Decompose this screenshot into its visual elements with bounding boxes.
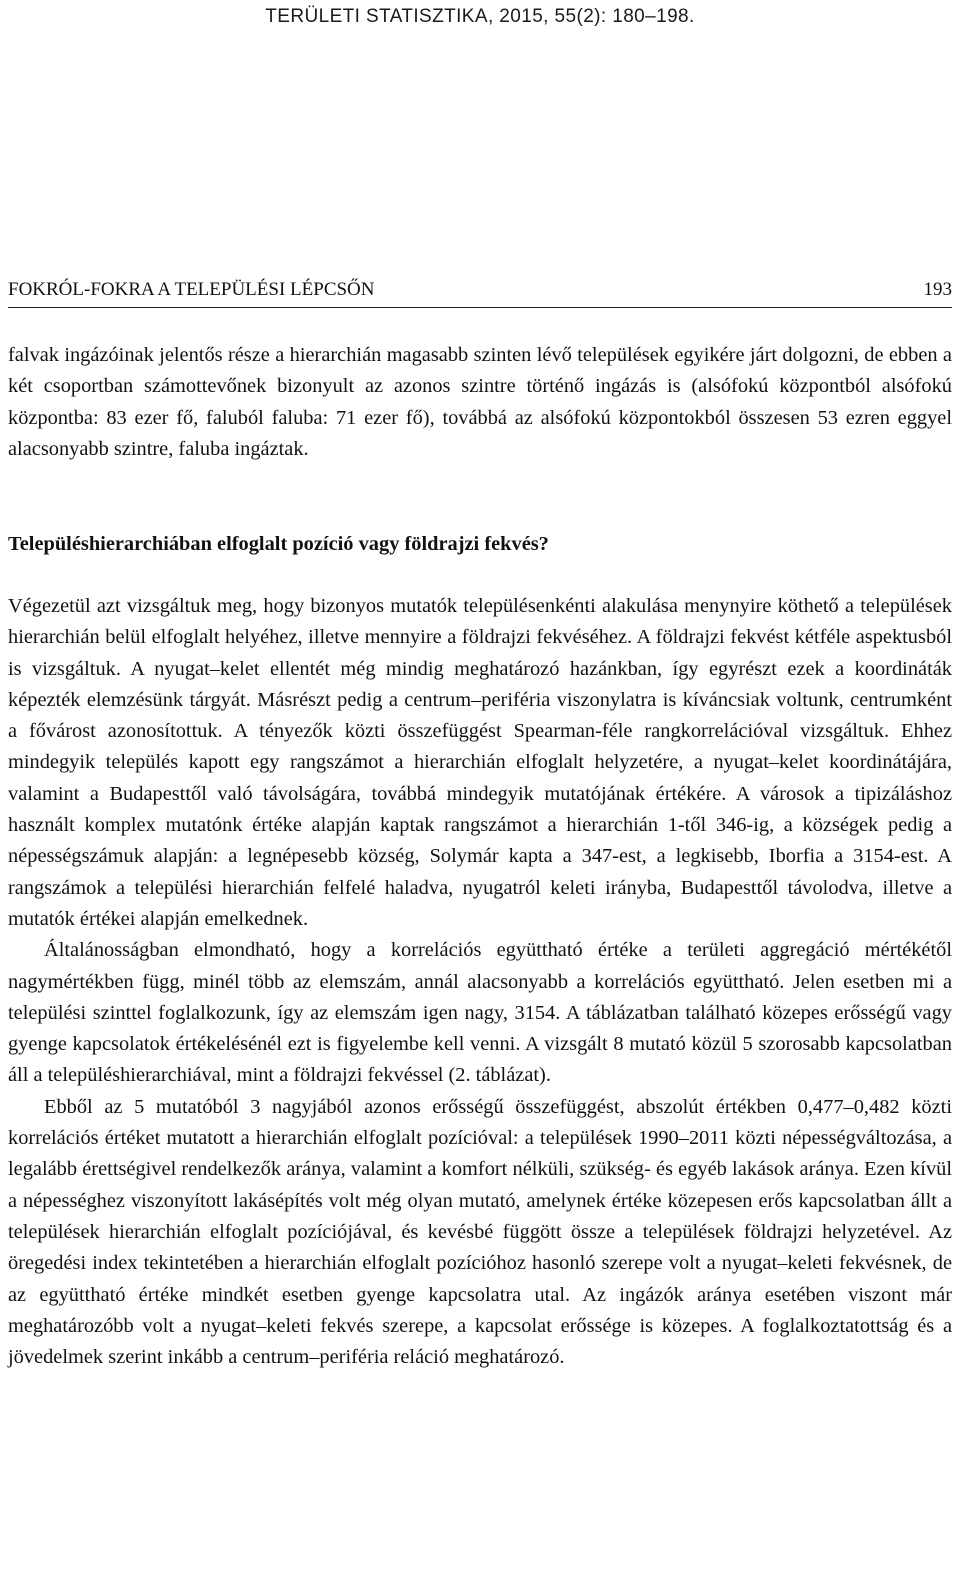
page-number: 193 [923,279,952,300]
body-paragraph-2: Általánosságban elmondható, hogy a korrelációs együttható értéke a területi aggregáció mértékétől nagymértékben függ, minél több az elemszám, annál alacsonyabb a korrelációs együttható. Jelen esetben mi a települési szinttel foglalkozunk, így az elemszám igen nagy, 3154. A táblázatban található közepes erősségű vagy gyenge kapcsolatok értékelésénél ezt is figyelembe kell venni. A vizsgált 8 mutató közül 5 szorosabb kapcsolatban áll a településhierarchiával, mint a földrajzi fekvéssel (2. táblázat). [8,939,952,1087]
section-heading: Településhierarchiában elfoglalt pozíció vagy földrajzi fekvés? [8,533,549,555]
intro-paragraph-block [8,340,952,465]
running-header-title: FOKRÓL-FOKRA A TELEPÜLÉSI LÉPCSŐN [8,279,375,300]
body-paragraph-1: Végezetül azt vizsgáltuk meg, hogy bizonyos mutatók településenkénti alakulása menynyire köthető a települések hierarchián belül elfoglalt helyéhez, illetve mennyire a földrajzi fekvéséhez. A földrajzi fekvést kétféle aspektusból is vizsgáltuk. A nyugat–kelet ellentét még mindig meghatározó hazánkban, így egyrészt ezek a koordináták képezték elemzésünk tárgyát. Másrészt pedig a centrum–periféria viszonylatra is kíváncsiak voltunk, centrumként a fővárost azonosítottuk. A tényezők közti összefüggést Spearman-féle rangkorrelációval vizsgáltuk. Ehhez mindegyik település kapott egy rangszámot a hierarchián elfoglalt helyzetére, a nyugat–kelet koordinátájára, valamint a Budapesttől való távolságára, továbbá mindegyik mutatójának értékére. A városok a tipizáláshoz használt komplex mutatónk értéke alapján kaptak rangszámot a hierarchián 1-től 346-ig, a községek pedig a népességszámuk alapján: a legnépesebb község, Solymár kapta a 347-est, a legkisebb, Iborfia a 3154-est. A rangszámok a települési hierarchián felfelé haladva, nyugatról keleti irányba, Budapesttől távolodva, illetve a mutatók értékei alapján emelkednek. [8,595,952,930]
section-body [8,591,952,1373]
intro-paragraph: falvak ingázóinak jelentős része a hierarchián magasabb szinten lévő települések egyikére járt dolgozni, de ebben a két csoportban számottevőnek bizonyult az azonos szintre történő ingázás is (alsófokú központból alsófokú központba: 83 ezer fő, faluból faluba: 71 ezer fő), továbbá az alsófokú központokból összesen 53 ezren eggyel alacsonyabb szintre, faluba ingáztak. [8,344,952,460]
running-header [8,279,952,308]
journal-reference: TERÜLETI STATISZTIKA, 2015, 55(2): 180–198. [265,6,695,27]
body-paragraph-3: Ebből az 5 mutatóból 3 nagyjából azonos erősségű összefüggést, abszolút értékben 0,477–0,482 közti korrelációs értéket mutatott a hierarchián elfoglalt pozícióval: a települések 1990–2011 közti népességváltozása, a legalább érettségivel rendelkezők aránya, valamint a komfort nélküli, szükség- és egyéb lakások aránya. Ezen kívül a népességhez viszonyított lakásépítés volt még olyan mutató, amelynek értéke közepesen erős kapcsolatban állt a települések hierarchián elfoglalt pozíciójával, és kevésbé függött össze a települések földrajzi helyzetével. Az öregedési index tekintetében a hierarchián elfoglalt pozícióhoz hasonló szerepe volt a nyugat–keleti fekvésnek, de az együttható értéke mindkét esetben gyenge kapcsolatra utal. Az ingázók aránya esetében viszont már meghatározóbb volt a nyugat–keleti fekvés szerepe, a kapcsolat erőssége is közepes. A foglalkoztatottság és a jövedelmek szerint inkább a centrum–periféria reláció meghatározó. [8,1095,952,1369]
